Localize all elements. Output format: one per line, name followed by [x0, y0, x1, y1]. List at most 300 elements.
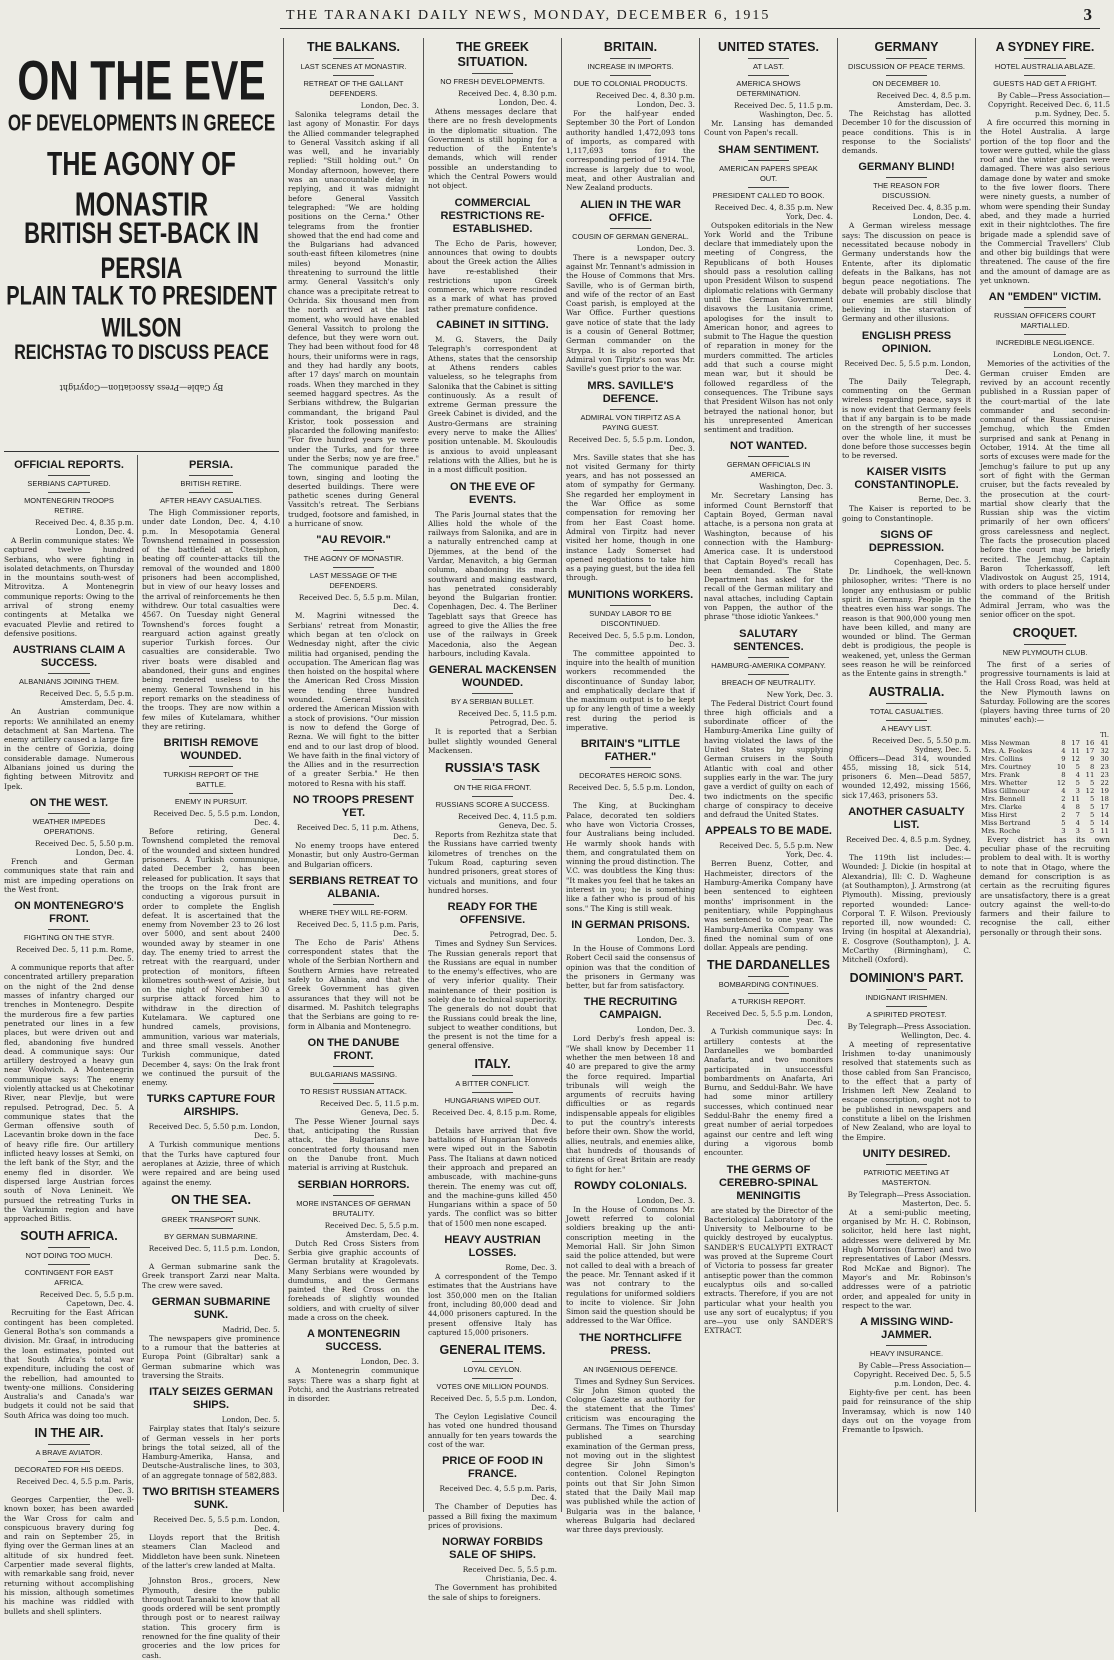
article-headline: ITALY. [474, 1056, 511, 1071]
article-subheading: A BITTER CONFLICT. [455, 1078, 530, 1088]
dateline: By Cable—Press Association—Copyright. Received Dec. 6, 11.5 p.m. Sydney, Dec. 5. [988, 91, 1110, 118]
table-header-cell [980, 731, 1052, 739]
article-body: Outspoken editorials in the New York World and the Tribune declare that immediately upon the meeting of Congress, the Republicans of both Houses should pass a resolution calling upon President Wilson to suspend diplomatic relations with Germany until the German Government disavows the Lusitania crime, apologises for the insult to American honor, and agrees to submit to The Hague the question of reparation in money for the murders committed. The articles add that such a course might mean war, but it should be followed regardless of the consequences. The Tribune says that President Wilson has not only betrayed the national honor, but his unrepresented American sentiment and tradition. [704, 220, 833, 435]
headline-rule [1024, 75, 1066, 76]
article-body: are stated by the Director of the Bacteriological Laboratory of the University to Melbourne to be quickly destroyed by eucalyptus. SANDER'S EUCALYPTI EXTRACT was proved at the Supreme Court of Victoria to possess far greater antiseptic power than the common eucalyptus oils and so-called extracts. Therefore, if you are not particular what your health you use any sort of eucalyptus; if you are—you use only SANDER'S EXTRACT. [704, 1205, 833, 1336]
headline-rule [333, 1066, 375, 1067]
article-headline: THE NORTHCLIFFE PRESS. [579, 1331, 682, 1357]
article-headline: BRITISH REMOVE WOUNDED. [163, 737, 259, 763]
article-headline: A MISSING WIND-JAMMER. [859, 1316, 954, 1342]
table-header-cell [1052, 731, 1066, 739]
lead-subhead-reichstag: REICHSTAG TO DISCUSS PEACE [14, 341, 269, 365]
table-cell: 11 [1071, 746, 1080, 755]
table-cell: 5 [1089, 810, 1095, 819]
table-cell: 4 [1075, 818, 1080, 827]
dateline: Received Dec. 4, 11.5 p.m. Geneva, Dec. 5. [458, 812, 557, 831]
table-cell: 9 [1089, 754, 1095, 763]
table-row [980, 827, 1110, 835]
article-body: Before retiring, General Townshend completed the removal of the wounded and sixteen hundred prisoners. A Turkish communique, dated December 2, has been released for publication. It says that the troops on the Irak front are conducting a vigorous pursuit in order to complete the English defeat. It is ascertained that the enemy from November 23 to 26 lost over 5000, and sent about 2400 wounded away by steamer in one day. The enemy tried to arrest the retreat with the rearguard, under protection of monitors, fifteen kilometres south-west of Azisie, but on the night of November 30 a surprise attack forced him to withdraw in the direction of Kutelamara. We captured one hundred camels, provisions, ammunition, various war materials, and three small vessels. Another Turkish communique, dated December 4, says: On the Irak front we continued the pursuit of the enemy. [142, 827, 280, 1088]
article [288, 534, 419, 788]
lead-subhead-wilson: PLAIN TALK TO PRESIDENT WILSON [6, 281, 277, 344]
article-body: Every district has its own peculiar phase of the recruiting problem to deal with. It is worthy to note that in Otago, where the demand for conscription is as certain as the recruiting figures are unsatisfactory, there is a great outcry against the well-to-do farmers and their failure to recognise the call, either personally or through their sons. [980, 834, 1110, 937]
headline-rule [610, 58, 651, 59]
article-body: A German wireless message says: The discussion on peace is necessitated because nobody in Germany understands how the Entente, after its diplomatic defeats in the Balkans, has not begun peace negotiations. The debate will probably disclose that our enemies are still blindly believing in the starvation of Germany and other illusions. [842, 221, 971, 324]
table-cell: 12 [1085, 786, 1095, 795]
article-body: In the House of Commons Lord Robert Cecil said the consensus of opinion was that the condition of the prisoners in Germany was better, but far from satisfactory. [566, 943, 695, 991]
article-headline: THE BALKANS. [306, 40, 401, 54]
headline-rule [189, 1211, 233, 1212]
article-headline: THE DARDANELLES [707, 958, 830, 973]
dateline: London, Dec. 3. [636, 1025, 695, 1035]
article-subheading: INCREASE IN IMPORTS. [587, 62, 674, 71]
article-body: The Chamber of Deputies has passed a Bill fixing the maximum prices of provisions. [428, 1502, 557, 1530]
article-subheading: NOT DOING TOO MUCH. [25, 1251, 113, 1261]
article-headline: ANOTHER CASUALTY LIST. [848, 806, 965, 832]
headline-rule [189, 793, 233, 794]
headline-rule [472, 73, 513, 74]
article-headline: MRS. SAVILLE'S DEFENCE. [587, 379, 674, 405]
article-body: The first of a series of progressive tournaments is laid at the Hall Cross Road, was held at the New Plymouth lawns on Saturday. Following are the scores (players having three turns of 20 minutes' each):— [980, 659, 1110, 725]
article-headline: ON MONTENEGRO'S FRONT. [14, 900, 124, 926]
table-cell: 12 [1071, 754, 1080, 763]
article [428, 1057, 557, 1228]
article-headline: NO TROOPS PRESENT YET. [292, 794, 415, 819]
article-body: Lloyds report that the British steamers Clan Macleod and Middleton have been sunk. Nineteen of the latter's crew landed at Malta. [142, 1533, 280, 1570]
article [142, 1093, 280, 1186]
headline-rule [748, 187, 789, 188]
table-cell: 7 [1075, 810, 1080, 819]
article-subheading: ENEMY IN PURSUIT. [174, 797, 248, 807]
dateline: Received Dec. 4, 8.5 p.m. Amsterdam, Dec. 3. [876, 91, 971, 109]
article [566, 1180, 695, 1326]
article-subheading: GUESTS HAD GET A FRIGHT. [993, 79, 1097, 88]
table-cell: 8 [1075, 802, 1080, 811]
article [704, 825, 833, 952]
article [142, 1486, 280, 1570]
table-header-cell [1067, 731, 1081, 739]
dateline: Received Dec. 5, 5.5 p.m. Amsterdam, Dec. 4. [39, 689, 134, 708]
article-subheading: LAST SCENES AT MONASTIR. [300, 62, 407, 71]
article-body: The Kaiser is reported to be going to Constantinople. [842, 504, 971, 523]
article-headline: THE RECRUITING CAMPAIGN. [583, 996, 678, 1022]
article-subheading: AT LAST. [753, 62, 784, 71]
article [842, 529, 971, 679]
headline-rule [610, 605, 651, 606]
headline-rule [472, 779, 513, 780]
article-subheading: DISCUSSION OF PEACE TERMS. [848, 62, 965, 71]
headline-rule [333, 904, 375, 905]
article-body: No enemy troops have entered Monastir, but only Austro-German and Bulgarian officers. [288, 841, 419, 869]
article-subheading: BULGARIANS MASSING. [309, 1069, 398, 1079]
article [704, 1164, 833, 1336]
article-headline: IN GERMAN PRISONS. [571, 918, 690, 931]
masthead-title: THE TARANAKI DAILY NEWS, MONDAY, DECEMBER 6, 1915 [286, 8, 771, 23]
article [842, 1148, 971, 1310]
article-subheading: GERMAN OFFICIALS IN AMERICA. [726, 460, 811, 480]
article-body: In the House of Commons Mr. Jowett referred to colonial soldiers breaking up the anti-conscription meeting in the Memorial Hall. Sir John Simon said the police attended, but were not called to deal with a breach of the peace. Mr. Tennant asked if it was not contrary to the regulations for uniformed soldiers to incite to violence. Sir John Simon said the question should be addressed to the War Office. [566, 1204, 695, 1326]
article-subheading: HEAVY INSURANCE. [869, 1349, 944, 1359]
table-cell: 3 [1075, 786, 1080, 795]
article-body: A fire occurred this morning in the Hotel Australia. A large portion of the top floor and the tower were gutted, while the glass roof and the winter garden were damaged. There was also serious damage done by water and smoke to the five lower floors. There were ninety guests, a number of whom were spending their Sunday abed, and they made a hurried exit in their nightclothes. The fire brigade made a splendid save of the Commercial Travellers' Club and other big buildings that were threatened. The cause of the fire and the amount of damage are as yet unknown. [980, 118, 1110, 286]
lead-byline: By Cable—Press Association—Copyright [59, 383, 224, 392]
article [288, 1179, 419, 1323]
article-subheading: THE REASON FOR DISCUSSION. [873, 181, 940, 201]
headline-rule [748, 456, 789, 457]
article-body: The Paris Journal states that the Allies hold the whole of the railways from Salonika, and are in a naturally entrenched camp at Djemmes, at the bend of the Vardar, Menavitch, a big German column, abandoning its march southward and making eastward, has penetrated considerably beyond the Bulgarian frontier. Copenhagen, Dec. 4. The Berliner Tageblatt says that Greece has agreed to give the Allies the free use of the railways in Greek Macedonia, also the Aegean harbours, including Kavala. [428, 509, 557, 658]
article-subheading: THE AGONY OF MONASTIR. [303, 554, 404, 564]
article-headline: PRICE OF FOOD IN FRANCE. [442, 1455, 543, 1481]
article-headline: KAISER VISITS CONSTANTINOPLE. [854, 466, 959, 492]
dateline: Copenhagen, Dec. 5. [894, 558, 971, 568]
headline-rule [48, 673, 90, 674]
article-headline: COMMERCIAL RESTRICTIONS RE-ESTABLISHED. [440, 196, 545, 235]
article-subheading: INDIGNANT IRISHMEN. [865, 992, 948, 1002]
article-subheading: TO RESIST RUSSIAN ATTACK. [300, 1086, 407, 1096]
column-5 [562, 38, 700, 1535]
article-body: A Turkish communique mentions that the Turks have captured four aeroplanes at Azizie, three of which were repaired and are being used against the enemy. [142, 1140, 280, 1187]
table-cell: 19 [1100, 786, 1109, 795]
table-cell: 3 [1061, 826, 1066, 835]
article-headline: ON THE DANUBE FRONT. [307, 1036, 400, 1062]
table-cell: 32 [1100, 746, 1109, 755]
headline-rule [748, 993, 789, 994]
article-subheading: FIGHTING ON THE STYR. [23, 933, 115, 943]
column-4 [424, 38, 562, 1602]
headline-rule [1024, 334, 1066, 335]
article-body: A German submarine sank the Greek transport Zarzi near Malta. The crew were saved. [142, 1261, 280, 1290]
headline-rule [48, 1444, 90, 1445]
article-body: Dutch Red Cross Sisters from Serbia give graphic accounts of German brutality at Kragolevats. Many Serbians were wounded by dumdums, and the Germans painted the Red Cross on the foreheads of slightly wounded soldiers, and with cruelty of silver made a cross on the cheek. [288, 1238, 419, 1323]
article [4, 900, 134, 1223]
headline-rule [886, 720, 927, 721]
table-cell: 5 [1089, 826, 1095, 835]
table-row [980, 795, 1110, 803]
article-headline: A SYDNEY FIRE. [995, 40, 1095, 54]
table-row [980, 779, 1110, 787]
article [842, 40, 971, 155]
article-body: The Pesse Wiener Journal says that, anticipating the Russian attack, the Bulgarians have concentrated forty thousand men on the Danube front. Much material is arriving at Rustchuk. [288, 1116, 419, 1173]
article [704, 40, 833, 138]
article [704, 144, 833, 435]
headline-rule [472, 1075, 513, 1076]
table-cell: 2 [1061, 794, 1066, 803]
article [288, 1328, 419, 1403]
headline-rule [189, 475, 233, 476]
headline-rule [886, 1345, 927, 1346]
article-headline: SHAM SENTIMENT. [718, 143, 819, 156]
article [428, 761, 557, 895]
table-cell: 8 [1061, 770, 1066, 779]
headline-rule [189, 1228, 233, 1229]
article [428, 1234, 557, 1337]
article [704, 958, 833, 1157]
table-cell: 5 [1061, 818, 1066, 827]
dateline: London, Dec. 3. [636, 243, 695, 253]
article-subheading: BY GERMAN SUBMARINE. [164, 1231, 258, 1241]
article-body: Times and Sydney Sun Services. The Russian generals report that the Russians are equal in number to the enemy's effectives, who are of very inferior quality. Their maintenance of their position is solely due to technical superiority. The generals do not doubt that the Russians could break the line, subject to weather conditions, but the present is not the time for a general offensive. [428, 939, 557, 1051]
article-body: A Montenegrin communique says: There was a sharp fight at Potchi, and the Austrians retreated in disorder. [288, 1366, 419, 1404]
table-cell: 5 [1089, 818, 1095, 827]
article-subheading: BOMBARDING CONTINUES. [718, 980, 819, 990]
dateline: London, Dec. 3. [636, 1195, 695, 1205]
dateline: Received Dec. 5, 5.5 p.m. Amsterdam, Dec. 4. [324, 1220, 419, 1239]
table-header-cell [1081, 731, 1095, 739]
dateline: Received Dec. 5, 5.50 p.m. London, Dec. 4. [35, 838, 134, 857]
dateline: Petrograd, Dec. 5. [489, 930, 557, 940]
article-subheading: AMERICA SHOWS DETERMINATION. [736, 79, 801, 98]
article-headline: NOT WANTED. [730, 440, 807, 453]
article-body: A communique reports that after concentrated artillery preparation on the night of the 2nd dense masses of infantry charged our trenches in Montenegro. Despite the murderous fire a few parties penetrated our lines in a few places, but were driven out and fled, abandoning five hundred dead. A communique says: Our artillery destroyed a heavy gun near Woolwich. A Montenegrin communique says: The enemy violently attacked us at Chekotinar River, near Plevlje, but were repulsed. Petrograd, Dec. 5. A communique states that the German offensive south of Lacevantin broke down in the face of heavy rifle fire. Our artillery inflicted heavy losses at Semki, on the left bank of the Styr, and the enemy fled in disorder. We dispersed large Austrian forces south of Nova Lenineit. We pursued the retreating Turks in the Varkumin region and have approached Bitlis. [4, 963, 134, 1224]
dateline: Received Dec. 5, 5.5 p.m. New York, Dec. 4. [719, 841, 833, 860]
article [842, 330, 971, 461]
lead-subhead-monastir: THE AGONY OF MONASTIR [47, 145, 236, 224]
article-body: Memories of the activities of the German cruiser Emden are revived by an account recently published in a Russian paper of the court-martial of the late commander and second-in-command of the Russian cruiser Jemchug, which the Emden surprised and sank at Penang in October, 1914. At the time all sorts of excuses were made for the Jemchug's failure to put up any sort of fight with the German cruiser, but the facts revealed by the prosecution at the court-martial show clearly that the Russian ship was the victim primarily of her own officers' gross carelessness and neglect. The facts the prosecution placed before the court may be briefly recited. The Jemchug, Captain Baron Tcherkassoff, left Vladivostok on August 25, 1914, with orders to place herself under the command of the British Admiral Jerram, who was the senior officer on the spot. [980, 359, 1110, 620]
headline-rule [333, 1083, 375, 1084]
article [428, 1343, 557, 1449]
table-cell: Mrs. Frank [981, 770, 1020, 779]
dateline: By Cable—Press Association—Copyright. Received Dec. 5, 5.5 p.m. London, Dec. 4. [853, 1361, 971, 1389]
table-cell: 5 [1089, 778, 1095, 787]
table-row [980, 819, 1110, 827]
article [142, 1193, 280, 1290]
headline-rule [1024, 644, 1066, 645]
article [980, 40, 1110, 285]
column-1 [4, 455, 138, 1616]
dateline: London, Dec. 5. [221, 1415, 280, 1425]
table-row [980, 747, 1110, 755]
article-headline: ENGLISH PRESS OPINION. [861, 329, 952, 355]
article [842, 806, 971, 965]
article-subheading: MORE INSTANCES OF GERMAN BRUTALITY. [296, 1198, 411, 1218]
article-body: Sir John Simon quoted the Cologne Gazette as authority for the statement that the Times' criticism was encouraging the Germans. The Times on Thursday published a searching examination of the German press, not moving out in the slightest degree Sir John Simon's contention. Colonel Repington points out that Sir John Simon stated that the Daily Mail map was published while the action of Bulgaria was in the balance, whereas Bulgaria had declared war three days previously. [566, 1385, 695, 1535]
article-subheading: RUSSIANS SCORE A SUCCESS. [435, 800, 550, 810]
article-subheading: DECORATED FOR HIS DEEDS. [14, 1465, 124, 1474]
lead-divider [4, 451, 279, 452]
article-body: Johnston Bros., grocers, New Plymouth, desire the public throughout Taranaki to know that all goods ordered will be sent promptly through post or to nearest railway station. This grocery firm is renowned for the fine quality of their groceries and the low prices for cash. [142, 1576, 280, 1660]
lead-headline: ON THE EVE [17, 49, 266, 112]
dateline: Received Dec. 5, 5.5 p.m. London, Dec. 4. [568, 783, 695, 802]
article-body: The 119th list includes:—Wounded: J. Dickie (in hospital at Alexandria), Ill: C. D. Wagheune (at Southampton), J. Armstrong (at Plymouth). Missing, previously reported wounded: Lance-Corporal T. F. Wilson. Previously reported ill, now wounded: C. Irving (in hospital at Alexandria), E. Cosgrove (Southampton), J. A. McCarthy (Birmingham), C. Mitchell (Oxford). [842, 853, 971, 965]
headline-rule [333, 58, 375, 59]
article-body: At a semi-public meeting, organised by Mr. H. C. Robinson, solicitor, held here last night, addresses were delivered by Mr. Hugh Morrison (farmer) and two representatives of Labor (Messrs. Rod McKae and Bignor). The Mayor's and Mr. Robinson's addresses were of a patriotic order, and appealed for unity in respect to the war. [842, 1207, 971, 1310]
lead-headline-block [4, 48, 279, 448]
article [428, 197, 557, 313]
article-headline: AN "EMDEN" VICTIM. [988, 291, 1102, 304]
headline-rule [472, 1378, 513, 1379]
headline-rule [333, 567, 375, 568]
article-headline: MUNITIONS WORKERS. [567, 588, 694, 601]
article-headline: SALUTARY SENTENCES. [733, 627, 804, 653]
article-subheading: A SPIRITED PROTEST. [866, 1009, 947, 1019]
article-body: Lord Derby's fresh appeal is: "We shall know by December 11 whether the men between 18 and 40 are prepared to give the army the force required. Impartial tribunals will weigh the arguments of recruits having difficulties or as regards indispensable appeals for eligibles to put the country's interests before their own. Show the world, allies, neutrals, and enemies alike, that hundreds of thousands of citizens of Great Britain are ready to fight for her." [566, 1034, 695, 1174]
table-header-cell: Tl. [1100, 730, 1109, 739]
article [842, 1316, 971, 1434]
dateline: Received Dec. 4, 8.35 p.m. London, Dec. 4. [35, 518, 134, 536]
table-cell: 4 [1061, 746, 1066, 755]
article-body: The Daily Telegraph, commenting on the German wireless regarding peace, says it is now evident that Germany feels that if any bargain is to be made on the strength of her successes over the whole line, it must be done before those successes begin to be reversed. [842, 376, 971, 461]
article-body: A Berlin communique states: We captured twelve hundred Serbians, who were fighting in isolated detachments, on Thursday in the mountains south-west of Mitrovitza. A Montenegrin communique reports: Owing to the arrival of strong enemy contingents at Metalka we evacuated Plevlie and retired to defensive positions. [4, 536, 134, 638]
article [142, 1296, 280, 1380]
table-cell: 10 [1056, 762, 1066, 771]
article-subheading: ON DECEMBER 10. [872, 79, 941, 88]
headline-rule [748, 657, 789, 658]
table-cell: 8 [1089, 762, 1095, 771]
dateline: Received Dec. 5, 11.5 p.m. Petrograd, Dec. 5. [458, 709, 557, 728]
article-subheading: LAST MESSAGE OF THE DEFENDERS. [309, 571, 398, 591]
dateline: Rome, Dec. 3. [505, 1263, 557, 1273]
article-body: An Austrian communique reports: We annihilated an enemy detachment at San Martena. The enemy artillery caused a large fire in the centre of Gorizia, doing considerable damage. Numerous Albanians joined us during the fighting between Mitrovitz and Ipek. [4, 707, 134, 791]
article-body: It is reported that a Serbian bullet slightly wounded General Mackensen. [428, 727, 557, 755]
article-body: The committee appointed to inquire into the health of munition workers recommended the discontinuance of Sunday labor, and emphatically declare that if the maximum output is to be kept up for any length of time a weekly rest during the period is imperative. [566, 648, 695, 733]
article-headline: SIGNS OF DEPRESSION. [868, 529, 945, 555]
article [842, 971, 971, 1142]
dateline: Received Dec. 5, 11.5 p.m. Geneva, Dec. 5. [320, 1098, 419, 1117]
dateline: Received Dec. 5, 5.5 p.m. London, Dec. 3. [568, 630, 695, 649]
article-headline: GERMANY BLIND! [858, 161, 955, 174]
table-cell: 5 [1075, 778, 1080, 787]
article [566, 919, 695, 990]
article-subheading: AMERICAN PAPERS SPEAK OUT. [719, 163, 818, 183]
headline-rule [48, 1461, 90, 1462]
table-cell: 11 [1071, 794, 1080, 803]
dateline: London, Oct. 7. [1053, 350, 1110, 360]
article-subheading: ALBANIANS JOINING THEM. [19, 677, 119, 687]
article [566, 40, 695, 193]
article-body: The Reichstag has allotted December 10 for the discussion of peace conditions. This is in response to the Socialists' demands. [842, 109, 971, 156]
headline-rule [748, 674, 789, 675]
article-subheading: DUE TO COLONIAL PRODUCTS. [573, 79, 688, 88]
headline-rule [748, 160, 789, 161]
table-cell: Mrs. Bennell [981, 794, 1026, 803]
column-2 [142, 455, 280, 1660]
article-subheading: SERBIANS CAPTURED. [27, 479, 111, 488]
article [4, 797, 134, 894]
article [288, 875, 419, 1031]
table-cell: 30 [1100, 754, 1109, 763]
headline-rule [48, 1264, 90, 1265]
article-subheading: BY A SERBIAN BULLET. [451, 697, 534, 707]
article-headline: THE GERMS OF CEREBRO-SPINAL MENINGITIS [718, 1163, 818, 1202]
article [428, 664, 557, 755]
dateline: Received Dec. 5, 11.5 p.m. Paris, Dec. 5. [296, 919, 419, 938]
article-body: Recruiting for the East African contingent has been completed. General Botha's son commands a division. Mr. Graaf, in introducing the loan estimates, pointed out that South Africa's total war expenditure, including the cost of the rebellion, had amounted to twenty-one millions. Considering Australia's and Canada's war budgets it could not be said that South Africa was doing too much. [4, 1308, 134, 1420]
table-cell: Miss Gillmour [981, 786, 1030, 795]
headline-rule [48, 475, 90, 476]
article-body: Dr. Lindhoek, the well-known philosopher, writes: "There is no longer any enthusiasm or public spirit in Germany. People in the theatres even hiss war songs. The reason is that 900,000 young men have been killed, and many are wounded or blind. The German debt is prodigious, the people is weakened, yet, unless the German sees reason he will be reinforced as the Entente gains in strength." [842, 567, 971, 679]
article-headline: UNITED STATES. [718, 40, 819, 54]
article [566, 589, 695, 733]
article-body: Salonika telegrams detail the last agony of Monastir. For days the Allied commander telegraphed to General Vassitch asking if all was well, and he invariably replied: "Still holding out." On Monday afternoon, however, there was an unaccountable delay in replying, and it was midnight before General Vassitch telegraphed: "We are holding positions on the Cerna." Other telegrams from the frontier showed that the end had come and the Bulgarians had advanced south-east fifteen kilometres (nine miles) beyond Monastir, threatening to surround the little army. General Vassitch's only chance was a precipitate retreat to Ochrida. Six thousand men from the north arrived at the last moment, who would have enabled General Vassitch to prolong the defence, but they were worn out. They had been without food for 48 hours, their uniforms were in rags, and they had hardly any boots, after 17 days' march on mountain roads. When they marched in they seemed haggard spectres. As the Serbians withdrew, the Bulgarian commandant, the brigand Paul Kristor, took possession and placarded the following manifesto: "For five hundred years ye were under the Turks, and for three under the Serbs; now ye are free." The communique paraded the town, singing and looting the deserted buildings. There were pathetic scenes during General Vassitch's retreat. The Serbians trudged, footsore and famished, in a hurricane of snow. [288, 110, 419, 529]
article-headline: HEAVY AUSTRIAN LOSSES. [444, 1234, 541, 1260]
table-row [980, 739, 1110, 747]
headline-rule [1024, 58, 1066, 59]
dateline: Times and Sydney Sun Services. [574, 1376, 695, 1386]
article-headline: SERBIANS RETREAT TO ALBANIA. [288, 874, 419, 900]
table-cell: 5 [1075, 762, 1080, 771]
article-subheading: A HEAVY LIST. [881, 723, 932, 733]
article [428, 481, 557, 659]
lead-subhead-persia: BRITISH SET-BACK IN PERSIA [24, 216, 259, 285]
headline-rule [472, 1361, 513, 1362]
article [704, 440, 833, 621]
dateline: London, Dec. 3. [360, 1357, 419, 1367]
dateline: Received Dec. 4, 8.15 p.m. Rome, Dec. 4. [432, 1107, 557, 1126]
dateline: Received Dec. 5, 5.5 p.m. Christiania, Dec. 4. [462, 1565, 557, 1584]
table-cell: Mrs. Collins [981, 754, 1023, 763]
article-subheading: AN INGENIOUS DEFENCE. [583, 1364, 678, 1374]
table-header-row [980, 731, 1110, 739]
article-headline: AUSTRALIA. [868, 684, 945, 699]
dateline: By Telegraph—Press Association. Wellington, Dec. 4. [847, 1021, 971, 1040]
article [288, 1037, 419, 1173]
article [288, 794, 419, 869]
article-subheading: ON THE RIGA FRONT. [453, 783, 532, 793]
headline-rule [189, 766, 233, 767]
headline-rule [886, 1006, 927, 1007]
dateline: By Telegraph—Press Association. Masterton, Dec. 5. [847, 1189, 971, 1208]
headline-rule [189, 492, 233, 493]
headline-rule [886, 177, 927, 178]
article-subheading: ADMIRAL VON TIRPITZ AS A PAYING GUEST. [580, 412, 681, 432]
article-headline: GENERAL MACKENSEN WOUNDED. [428, 664, 557, 690]
dateline: Washington, Dec. 3. [759, 482, 833, 492]
article [566, 199, 695, 374]
article [142, 1386, 280, 1480]
article-subheading: TOTAL CASUALTIES. [869, 706, 944, 716]
table-cell: 11 [1085, 770, 1095, 779]
dateline: Received Dec. 5, 5.50 p.m. Sydney, Dec. 5. [872, 735, 971, 754]
table-row [980, 755, 1110, 763]
article-headline: BRITAIN. [603, 40, 658, 54]
article-subheading: RETREAT OF THE GALLANT DEFENDERS. [303, 79, 404, 98]
article-headline: AUSTRIANS CLAIM A SUCCESS. [12, 644, 126, 670]
article-body: The Ceylon Legislative Council has voted one hundred thousand annually for ten years towards the cost of the war. [428, 1412, 557, 1450]
article-body: For the half-year ended September 30 the Port of London authority handled 1,472,093 tons of imports, as compared with 1,117,693 tons for the corresponding period of 1914. The increase is largely due to wool, meat, and other Australian and New Zealand products. [566, 109, 695, 193]
article-headline: OFFICIAL REPORTS. [14, 459, 124, 471]
dateline: Received Dec. 5, 5.5 p.m. Capetown, Dec. 4. [39, 1290, 134, 1309]
dateline: Received Dec. 4, 8.30 p.m. London, Dec. 3. [596, 91, 695, 109]
column-8 [976, 38, 1114, 1512]
article-headline: ROWDY COLONIALS. [574, 1179, 687, 1192]
dateline: Received Dec. 5, 5.50 p.m. London, Dec. 5. [148, 1122, 280, 1141]
dateline: Received Dec. 5, 5.5 p.m. Milan, Dec. 4. [298, 593, 419, 612]
article-body: Mr. Lansing has demanded Count von Papen's recall. [704, 119, 833, 138]
headline-rule [610, 1361, 651, 1362]
article-body: Reports from Rezhitza state that the Russians have carried twenty kilometres of trenches on the Tukum Road, capturing seven hundred prisoners, great stores of victuals and munitions, and four hundred horses. [428, 830, 557, 895]
article [566, 1332, 695, 1535]
table-cell: 9 [1061, 754, 1066, 763]
table-cell: 18 [1100, 794, 1109, 803]
article-body: Georges Carpentier, the well-known boxer, has been awarded the War Cross for calm and conspicuous bravery during fog and rain on September 25, in flying over the German lines at an altitude of six hundred feet. Carpentier made several flights, with remarkable sang froid, never returning without accomplishing his mission, although sometimes his machine was riddled with bullets and shell splinters. [4, 1495, 134, 1616]
article-headline: A MONTENEGRIN SUCCESS. [306, 1328, 401, 1354]
article-body: A correspondent of the Tempo estimates that the Austrians have lost 350,000 men on the Italian front, including 80,000 dead and 44,000 prisoners captured. In the present offensive Italy has captured 15,000 prisoners. [428, 1272, 557, 1337]
table-cell: 11 [1100, 826, 1109, 835]
article-body: Berren Buenz, Cotter, and Hachmeister, directors of the Hamburg-Amerika Company have been sentenced to eighteen months' imprisonment in the penitentiary, while Poppinghaus was sentenced to one year. The Hamburg-Amerika Company was fined the nominal sum of one dollar. Appeals are pending. [704, 859, 833, 953]
article [288, 40, 419, 528]
headline-rule [748, 976, 789, 977]
table-cell: 5 [1089, 802, 1095, 811]
headline-rule [610, 767, 651, 768]
table-cell: 23 [1100, 762, 1109, 771]
article-body: Officers—Dead 314, wounded 455, missing 18, sick 514, prisoners 6. Men—Dead 5857, wounded 12,492, missing 1566, sick 17,463, prisoners 53. [842, 753, 971, 800]
dateline: Madrid, Dec. 5. [222, 1324, 280, 1334]
article-headline: UNITY DESIRED. [862, 1147, 951, 1160]
article-subheading: PRESIDENT CALLED TO BOOK. [712, 190, 825, 200]
article-body: The newspapers give prominence to a rumour that the batteries at Europa Point (Gibraltar) sank a German submarine which was traversing the Straits. [142, 1333, 280, 1380]
article-headline: CROQUET. [1012, 625, 1078, 640]
article-subheading: NEW PLYMOUTH CLUB. [1002, 647, 1088, 657]
article [4, 1229, 134, 1420]
